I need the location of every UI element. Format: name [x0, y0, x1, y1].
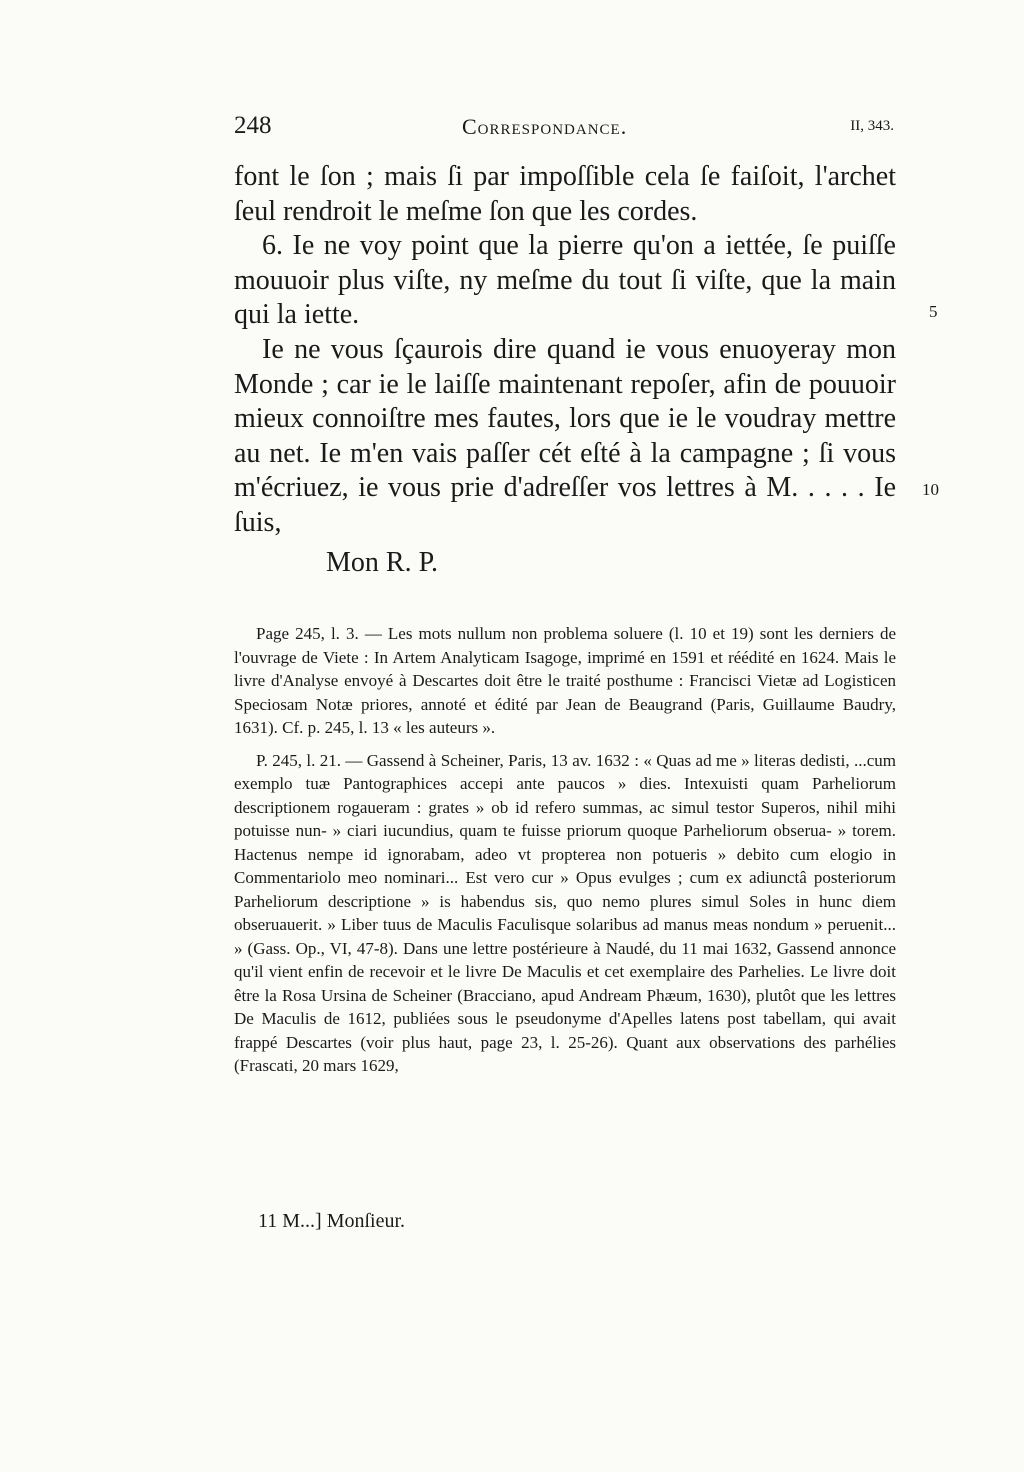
running-header	[234, 112, 894, 146]
footnotes	[234, 622, 896, 1087]
main-paragraph: 6. Ie ne voy point que la pierre qu'on a iettée, ſe puiſſe mouuoir plus viſte, ny meſme du tout ſi viſte, que la main qui la iette.	[234, 230, 896, 331]
main-paragraph: font le ſon ; mais ſi par impoſſible cela ſe faiſoit, l'archet ſeul rendroit le meſme ſon que les cordes.	[234, 161, 896, 227]
running-title: Correspondance.	[462, 114, 628, 139]
volume-reference: II, 343.	[850, 118, 894, 134]
footnote: Page 245, l. 3. — Les mots nullum non problema soluere (l. 10 et 19) sont les derniers de l'ouvrage de Viete : In Artem Analyticam Isagoge, imprimé en 1591 et réédité en 1624. Mais le livre d'Analyse envoyé à Descartes doit être le traité posthume : Francisci Vietæ ad Logisticen Speciosam Notæ priores, annoté et édité par Jean de Beaugrand (Paris, Guillaume Baudry, 1631). Cf. p. 245, l. 13 « les auteurs ».	[234, 624, 896, 737]
main-text	[234, 160, 896, 580]
line-number-10: 10	[922, 480, 939, 499]
line-number-5: 5	[929, 302, 938, 321]
page-number: 248	[234, 112, 272, 139]
footnote: P. 245, l. 21. — Gassend à Scheiner, Paris, 13 av. 1632 : « Quas ad me » literas dedisti, ...cum exemplo tuæ Pantographices accepi ante paucos » dies. Intexuisti quam Parheliorum descriptionem rogaueram : grates » ob id refero summas, ac simul testor Superos, nihil mihi potuisse nun- » ciari iucundius, quam te fuisse priorum quoque Parheliorum obserua- » torem. Hactenus nempe id ignorabam, adeo vt propterea non potueris » debito cum elogio in Commentariolo meo nominari... Est vero cur » Opus evulges ; cum ex adiunctâ posteriorum Parheliorum descriptione » is habendus sis, quo nemo plures simul Soles in hunc diem obseruauerit. » Liber tuus de Maculis Faculisque solaribus ad manus meas nondum » peruenit... » (Gass. Op., VI, 47-8). Dans une lettre postérieure à Naudé, du 11 mai 1632, Gassend annonce qu'il vient enfin de recevoir et le livre De Maculis et cet exemplaire des Parhelies. Le livre doit être la Rosa Ursina de Scheiner (Bracciano, apud Andream Phæum, 1630), plutôt que les lettres De Maculis de 1612, publiées sous le pseudonyme d'Apelles latens post tabellam, qui avait frappé Descartes (voir plus haut, page 23, l. 25-26). Quant aux observations des parhélies (Frascati, 20 mars 1629,	[234, 750, 896, 1075]
letter-closing: Mon R. P.	[326, 546, 439, 578]
variant-reading: 11 M...] Monſieur.	[258, 1210, 406, 1232]
main-paragraph: Ie ne vous ſçaurois dire quand ie vous enuoyeray mon Monde ; car ie le laiſſe maintenant repoſer, afin de pouuoir mieux connoiſtre mes fautes, lors que ie le voudray mettre au net. Ie m'en vais paſſer cét eſté à la campagne ; ſi vous m'écriuez, ie vous prie d'adreſſer vos lettres à M. . . . . Ie ſuis,	[234, 333, 896, 538]
